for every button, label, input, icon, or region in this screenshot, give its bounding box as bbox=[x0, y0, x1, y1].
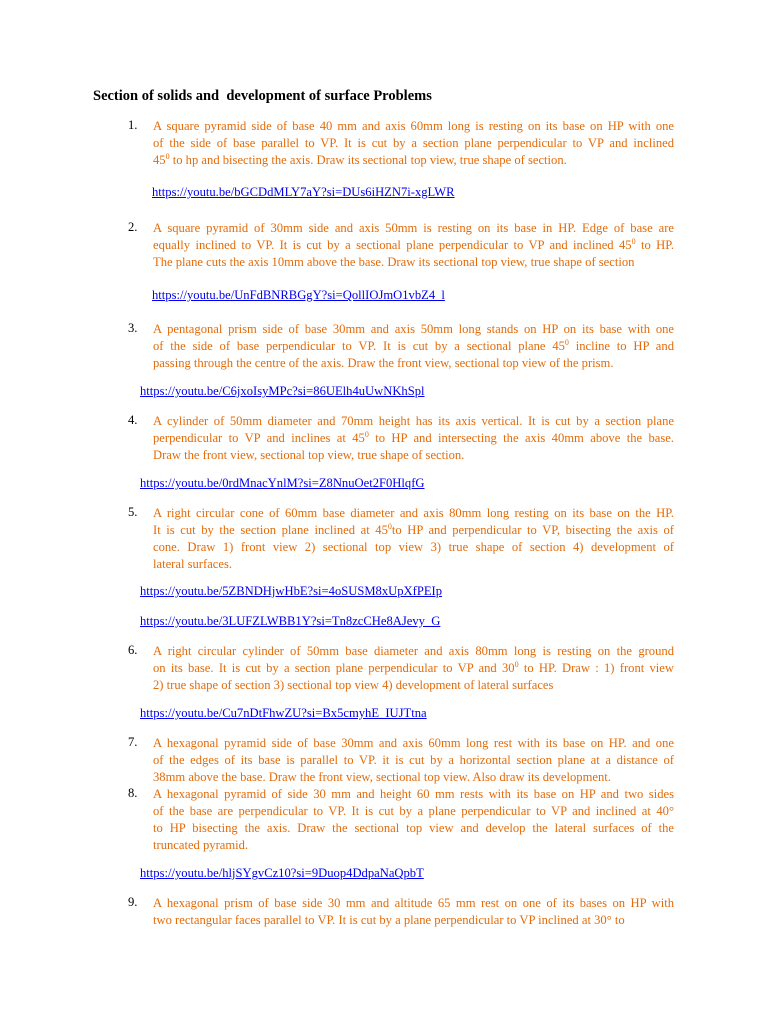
problem-line: 38mm above the base. Draw the front view, sectional top view. Also draw its development. bbox=[153, 770, 611, 784]
problem-text bbox=[153, 413, 674, 464]
problem-line: truncated pyramid. bbox=[153, 838, 249, 852]
problem-text bbox=[153, 321, 674, 372]
degree-superscript: 0 bbox=[165, 152, 170, 161]
problem-line: A cylinder of 50mm diameter and 70mm height has its axis vertical. It is cut by a section plane bbox=[153, 414, 674, 428]
youtube-link[interactable]: https://youtu.be/hljSYgvCz10?si=9Duop4DdpaNaQpbT bbox=[140, 866, 424, 880]
problem-line: of the side of base parallel to VP. It is cut by a section plane perpendicular to VP and inclined bbox=[153, 136, 674, 150]
problem-line: A right circular cylinder of 50mm base diameter and axis 80mm long is resting on the ground bbox=[153, 644, 674, 658]
problem-line: Draw the front view, sectional top view, true shape of section. bbox=[153, 448, 465, 462]
youtube-link[interactable]: https://youtu.be/Cu7nDtFhwZU?si=Bx5cmyhE_IUJTtna bbox=[140, 706, 427, 720]
youtube-link[interactable]: https://youtu.be/5ZBNDHjwHbE?si=4oSUSM8xUpXfPEIp bbox=[140, 584, 443, 598]
problem-line: of the base are perpendicular to VP. It is cut by a plane perpendicular to VP and inclined at 40° bbox=[153, 804, 674, 818]
degree-superscript: 0 bbox=[514, 660, 519, 669]
problem-text bbox=[153, 118, 674, 169]
page-title: Section of solids and development of surface Problems bbox=[93, 88, 432, 104]
problem-text bbox=[153, 643, 674, 694]
problem-line: lateral surfaces. bbox=[153, 557, 233, 571]
youtube-link[interactable]: https://youtu.be/bGCDdMLY7aY?si=DUs6iHZN7i-xgLWR bbox=[152, 185, 455, 199]
problem-line: to HP bisecting the axis. Draw the sectional top view and develop the lateral surfaces of the bbox=[153, 821, 674, 835]
problem-line: A hexagonal prism of base side 30 mm and altitude 65 mm rest on one of its bases on HP with bbox=[153, 896, 674, 910]
problem-line: passing through the centre of the axis. Draw the front view, sectional top view of the prism. bbox=[153, 356, 614, 370]
problem-line: A square pyramid of 30mm side and axis 50mm is resting on its base in HP. Edge of base are bbox=[153, 221, 674, 235]
problem-number: 4. bbox=[128, 413, 138, 427]
problem-number: 8. bbox=[128, 786, 138, 800]
problem-number: 1. bbox=[128, 118, 138, 132]
problem-line: of the side of base perpendicular to VP. It is cut by a sectional plane $45^0$ incline to HP and bbox=[153, 338, 674, 353]
problem-line: two rectangular faces parallel to VP. It is cut by a plane perpendicular to VP inclined at 30° to bbox=[153, 913, 625, 927]
problem-line: of the edges of its base is parallel to VP. it is cut by a horizontal section plane at a distance of bbox=[153, 753, 674, 767]
problem-text bbox=[153, 505, 674, 573]
problem-line: perpendicular to VP and inclines at $45^0$ to HP and intersecting the axis 40mm above the base. bbox=[153, 430, 674, 445]
degree-superscript: 0 bbox=[387, 522, 392, 531]
problem-number: 3. bbox=[128, 321, 138, 335]
problem-text bbox=[153, 220, 674, 271]
degree-superscript: 0 bbox=[564, 338, 569, 347]
problem-line: The plane cuts the axis 10mm above the base. Draw its sectional top view, true shape of section bbox=[153, 255, 635, 269]
problem-line: A hexagonal pyramid side of base 30mm and axis 60mm long rest with its base on HP. and one bbox=[153, 736, 674, 750]
problem-text bbox=[153, 895, 674, 929]
problem-line: equally inclined to VP. It is cut by a sectional plane perpendicular to VP and inclined $45^0$ to HP. bbox=[153, 237, 674, 252]
problem-text bbox=[153, 786, 674, 854]
degree-superscript: 0 bbox=[364, 430, 369, 439]
problem-number: 6. bbox=[128, 643, 138, 657]
problem-number: 9. bbox=[128, 895, 138, 909]
problem-line: on its base. It is cut by a section plane perpendicular to VP and $30^0$ to HP. Draw : 1) front view bbox=[153, 660, 674, 675]
problem-line: A square pyramid side of base 40 mm and axis 60mm long is resting on its base on HP with one bbox=[153, 119, 674, 133]
degree-superscript: 0 bbox=[631, 237, 636, 246]
problem-line: A hexagonal pyramid of side 30 mm and height 60 mm rests with its base on HP and two sides bbox=[153, 787, 674, 801]
youtube-link[interactable]: https://youtu.be/3LUFZLWBB1Y?si=Tn8zcCHe8AJevy_G bbox=[140, 614, 441, 628]
problem-line: A right circular cone of 60mm base diameter and axis 80mm long resting on its base on the HP. bbox=[153, 506, 674, 520]
problem-line: A pentagonal prism side of base 30mm and axis 50mm long stands on HP on its base with one bbox=[153, 322, 674, 336]
problem-line: $45^0$ to hp and bisecting the axis. Draw its sectional top view, true shape of section. bbox=[153, 152, 567, 167]
youtube-link[interactable]: https://youtu.be/0rdMnacYnlM?si=Z8NnuOet2F0HlqfG bbox=[140, 476, 425, 490]
problem-line: cone. Draw 1) front view 2) sectional top view 3) true shape of section 4) development of bbox=[153, 540, 674, 554]
problem-number: 5. bbox=[128, 505, 138, 519]
youtube-link[interactable]: https://youtu.be/UnFdBNRBGgY?si=QollIOJmO1vbZ4_l bbox=[152, 288, 445, 302]
problem-line: 2) true shape of section 3) sectional top view 4) development of lateral surfaces bbox=[153, 678, 554, 692]
problem-number: 2. bbox=[128, 220, 138, 234]
problem-number: 7. bbox=[128, 735, 138, 749]
problem-text bbox=[153, 735, 674, 786]
youtube-link[interactable]: https://youtu.be/C6jxoIsyMPc?si=86UElh4uUwNKhSpl bbox=[140, 384, 425, 398]
problem-line: It is cut by the section plane inclined at $45^0to$ HP and perpendicular to VP, bisecting the axis of bbox=[153, 522, 674, 537]
